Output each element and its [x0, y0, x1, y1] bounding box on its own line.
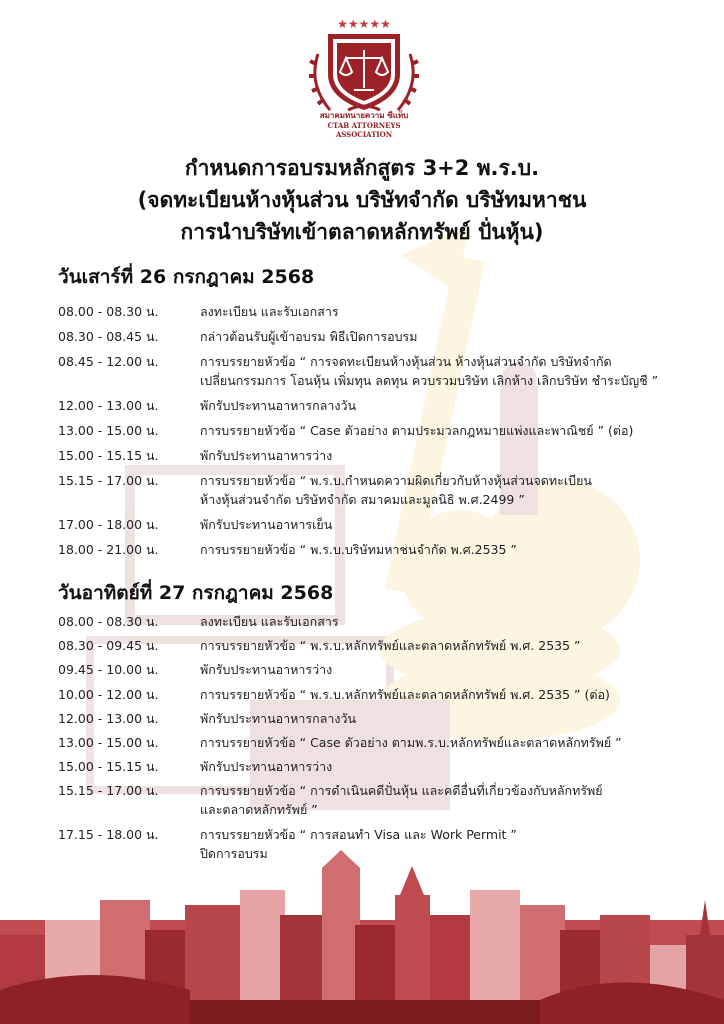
- row-description: [200, 825, 698, 863]
- description-line: เปลี่ยนกรรมการ โอนหุ้น เพิ่มทุน ลดทุน ควบรวมบริษัท เลิกห้าง เลิกบริษัท ชำระบัญชี ”: [200, 373, 659, 388]
- schedule-row: [58, 709, 698, 728]
- schedule-row: [58, 352, 698, 390]
- row-description: [200, 515, 698, 534]
- schedule-row: [58, 396, 698, 415]
- description-line: การบรรยายหัวข้อ “ การดำเนินคดีปั่นหุ้น และคดีอื่นที่เกี่ยวข้องกับหลักทรัพย์: [200, 783, 603, 799]
- row-time: 17.00 - 18.00 น.: [58, 517, 159, 532]
- schedule-row: [58, 781, 698, 819]
- title-line-2: (จดทะเบียนห้างหุ้นส่วน บริษัทจำกัด บริษัทมหาชน: [137, 188, 587, 212]
- schedule-row: [58, 733, 698, 752]
- schedule-row: [58, 327, 698, 346]
- description-line: การบรรยายหัวข้อ “ พ.ร.บ.กำหนดความผิดเกี่ยวกับห้างหุ้นส่วนจดทะเบียน: [200, 473, 592, 488]
- row-time: 08.30 - 08.45 น.: [58, 329, 159, 344]
- description-line: พักรับประทานอาหารว่าง: [200, 759, 333, 775]
- page-title: [40, 152, 684, 248]
- row-time: 15.00 - 15.15 น.: [58, 448, 159, 463]
- description-line: การบรรยายหัวข้อ “ พ.ร.บ.หลักทรัพย์และตลาดหลักทรัพย์ พ.ศ. 2535 ”: [200, 638, 581, 654]
- row-time: 08.30 - 09.45 น.: [58, 638, 159, 654]
- schedule-row: [58, 471, 698, 509]
- row-description: [200, 302, 698, 321]
- row-time: 18.00 - 21.00 น.: [58, 542, 159, 557]
- schedule-row: [58, 636, 698, 655]
- description-line: การบรรยายหัวข้อ “ Case ตัวอย่าง ตามประมวลกฎหมายแพ่งและพาณิชย์ ” (ต่อ): [200, 423, 634, 438]
- description-line: การบรรยายหัวข้อ “ การสอนทำ Visa และ Work Permit ”: [200, 826, 517, 842]
- schedule-row: [58, 660, 698, 679]
- logo-name-english: CTAB ATTORNEYS ASSOCIATION: [327, 121, 401, 139]
- row-description: [200, 612, 698, 631]
- description-line: และตลาดหลักทรัพย์ ”: [200, 802, 318, 818]
- description-line: พักรับประทานอาหารว่าง: [200, 448, 333, 463]
- row-description: [200, 421, 698, 440]
- schedule-row: [58, 757, 698, 776]
- schedule-row: [58, 515, 698, 534]
- row-description: [200, 327, 698, 346]
- row-description: [200, 446, 698, 465]
- row-description: [200, 636, 698, 655]
- row-time: 13.00 - 15.00 น.: [58, 423, 159, 438]
- schedule-row: [58, 421, 698, 440]
- row-description: [200, 733, 698, 752]
- description-line: การบรรยายหัวข้อ “ พ.ร.บ.หลักทรัพย์และตลาดหลักทรัพย์ พ.ศ. 2535 ” (ต่อ): [200, 686, 610, 702]
- row-time: 08.45 - 12.00 น.: [58, 354, 159, 369]
- row-description: [200, 352, 698, 390]
- row-time: 09.45 - 10.00 น.: [58, 662, 159, 678]
- day2-heading: วันอาทิตย์ที่ 27 กรกฎาคม 2568: [58, 582, 334, 604]
- row-time: 10.00 - 12.00 น.: [58, 686, 159, 702]
- description-line: ห้างหุ้นส่วนจำกัด บริษัทจำกัด สมาคมและมูลนิธิ พ.ศ.2499 ”: [200, 492, 525, 507]
- schedule-row: [58, 685, 698, 704]
- row-description: [200, 709, 698, 728]
- schedule-row: [58, 540, 698, 559]
- row-time: 08.00 - 08.30 น.: [58, 304, 159, 319]
- schedule-row: [58, 446, 698, 465]
- description-line: การบรรยายหัวข้อ “ Case ตัวอย่าง ตามพ.ร.บ.หลักทรัพย์และตลาดหลักทรัพย์ ”: [200, 734, 622, 750]
- description-line: พักรับประทานอาหารเย็น: [200, 517, 333, 532]
- description-line: กล่าวต้อนรับผู้เข้าอบรม พิธีเปิดการอบรม: [200, 329, 418, 344]
- title-line-1: กำหนดการอบรมหลักสูตร 3+2 พ.ร.บ.: [184, 156, 540, 180]
- description-line: ลงทะเบียน และรับเอกสาร: [200, 304, 339, 319]
- schedule-row: [58, 612, 698, 631]
- row-time: 12.00 - 13.00 น.: [58, 398, 159, 413]
- row-description: [200, 757, 698, 776]
- day1-heading: วันเสาร์ที่ 26 กรกฎาคม 2568: [58, 266, 315, 288]
- schedule-row: [58, 825, 698, 863]
- row-time: 17.15 - 18.00 น.: [58, 826, 159, 842]
- row-time: 13.00 - 15.00 น.: [58, 734, 159, 750]
- description-line: การบรรยายหัวข้อ “ การจดทะเบียนห้างหุ้นส่วน ห้างหุ้นส่วนจำกัด บริษัทจำกัด: [200, 354, 612, 369]
- description-line: พักรับประทานอาหารกลางวัน: [200, 710, 357, 726]
- row-time: 15.00 - 15.15 น.: [58, 759, 159, 775]
- day1-schedule: [58, 302, 698, 565]
- row-description: [200, 660, 698, 679]
- row-description: [200, 540, 698, 559]
- description-line: ปิดการอบรม: [200, 845, 268, 861]
- logo-stars: ★★★★★: [337, 17, 391, 31]
- row-description: [200, 396, 698, 415]
- description-line: พักรับประทานอาหารว่าง: [200, 662, 333, 678]
- description-line: ลงทะเบียน และรับเอกสาร: [200, 614, 339, 629]
- row-description: [200, 781, 698, 819]
- description-line: พักรับประทานอาหารกลางวัน: [200, 398, 357, 413]
- row-time: 12.00 - 13.00 น.: [58, 710, 159, 726]
- row-description: [200, 685, 698, 704]
- row-time: 15.15 - 17.00 น.: [58, 783, 159, 799]
- description-line: การบรรยายหัวข้อ “ พ.ร.บ.บริษัทมหาชนจำกัด พ.ศ.2535 ”: [200, 542, 517, 557]
- row-time: 15.15 - 17.00 น.: [58, 473, 159, 488]
- title-line-3: การนำบริษัทเข้าตลาดหลักทรัพย์ ปั่นหุ้น): [180, 220, 544, 244]
- day2-schedule: [58, 612, 698, 868]
- row-time: 08.00 - 08.30 น.: [58, 614, 159, 629]
- row-description: [200, 471, 698, 509]
- schedule-row: [58, 302, 698, 321]
- logo-name-thai: สมาคมทนายความ ซีแท็บ: [319, 111, 409, 120]
